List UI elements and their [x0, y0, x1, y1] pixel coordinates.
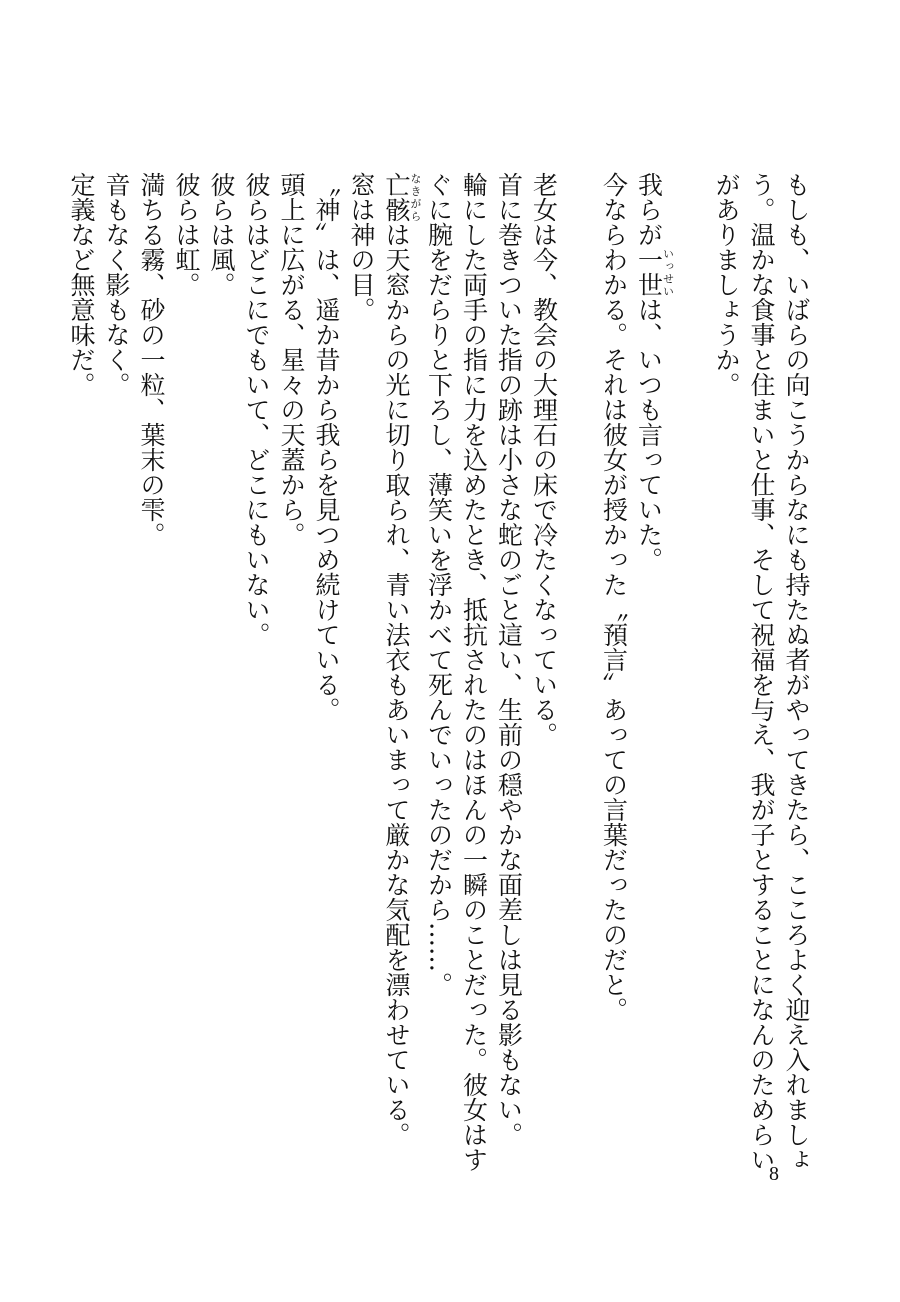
paragraph-1: もしも、いばらの向こうからなにも持たぬ者がやってきたら、こころよく迎え入れましょう。温かな食事と住まいと仕事、そして祝福を与え、我が子とすることになんのためらいがありましょうか。: [712, 172, 811, 1172]
page-number: 8: [769, 1163, 779, 1185]
blank-line: [562, 172, 597, 1172]
paragraph-9: 〝神〟は、遥か昔から我らを見つめ続けている。: [312, 172, 341, 722]
vertical-text-body: [64, 172, 814, 1172]
paragraph-13: 彼らは虹。: [172, 172, 201, 297]
paragraph-15: 音もなく影もなく。: [102, 172, 131, 397]
paragraph-7: [379, 172, 422, 1172]
paragraph-10: 頭上に広がる、星々の天蓋から。: [277, 172, 306, 547]
blank-line: [674, 172, 709, 1172]
ruby-nakigara-base: 亡骸: [382, 172, 411, 222]
paragraph-2: [632, 172, 675, 1172]
paragraph-12: 彼らは風。: [207, 172, 236, 297]
paragraph-6: 輪にした両手の指に力を込めたとき、抵抗されたのはほんの一瞬のことだった。彼女はすぐに腕をだらりと下ろし、薄笑いを浮かべて死んでいったのだから……。: [424, 172, 489, 1172]
ruby-issei: [634, 247, 675, 297]
ruby-issei-base: 一世: [634, 247, 664, 297]
paragraph-2-suffix: は、いつも言っていた。: [634, 297, 664, 572]
paragraph-2-prefix: 我らが: [634, 172, 664, 247]
paragraph-8: 窓は神の目。: [347, 172, 376, 322]
paragraph-7-suffix: は天窓からの光に切り取られ、青い法衣もあいまって厳かな気配を漂わせている。: [382, 222, 411, 1147]
paragraph-14: 満ちる霧、砂の一粒、葉末の雫。: [137, 172, 166, 547]
paragraph-5: 首に巻きついた指の跡は小さな蛇のごと這い、生前の穏やかな面差しは見る影もない。: [494, 172, 524, 1147]
paragraph-4: 老女は今、教会の大理石の床で冷たくなっている。: [529, 172, 559, 747]
ruby-issei-reading: いっせい: [661, 247, 675, 297]
paragraph-3: 今ならわかる。それは彼女が授かった〝預言〟あっての言葉だったのだと。: [599, 172, 629, 1022]
paragraph-11: 彼らはどこにでもいて、どこにもいない。: [242, 172, 271, 647]
paragraph-16: 定義など無意味だ。: [67, 172, 96, 397]
ruby-nakigara: [382, 172, 422, 222]
ruby-nakigara-reading: なきがら: [409, 172, 422, 222]
